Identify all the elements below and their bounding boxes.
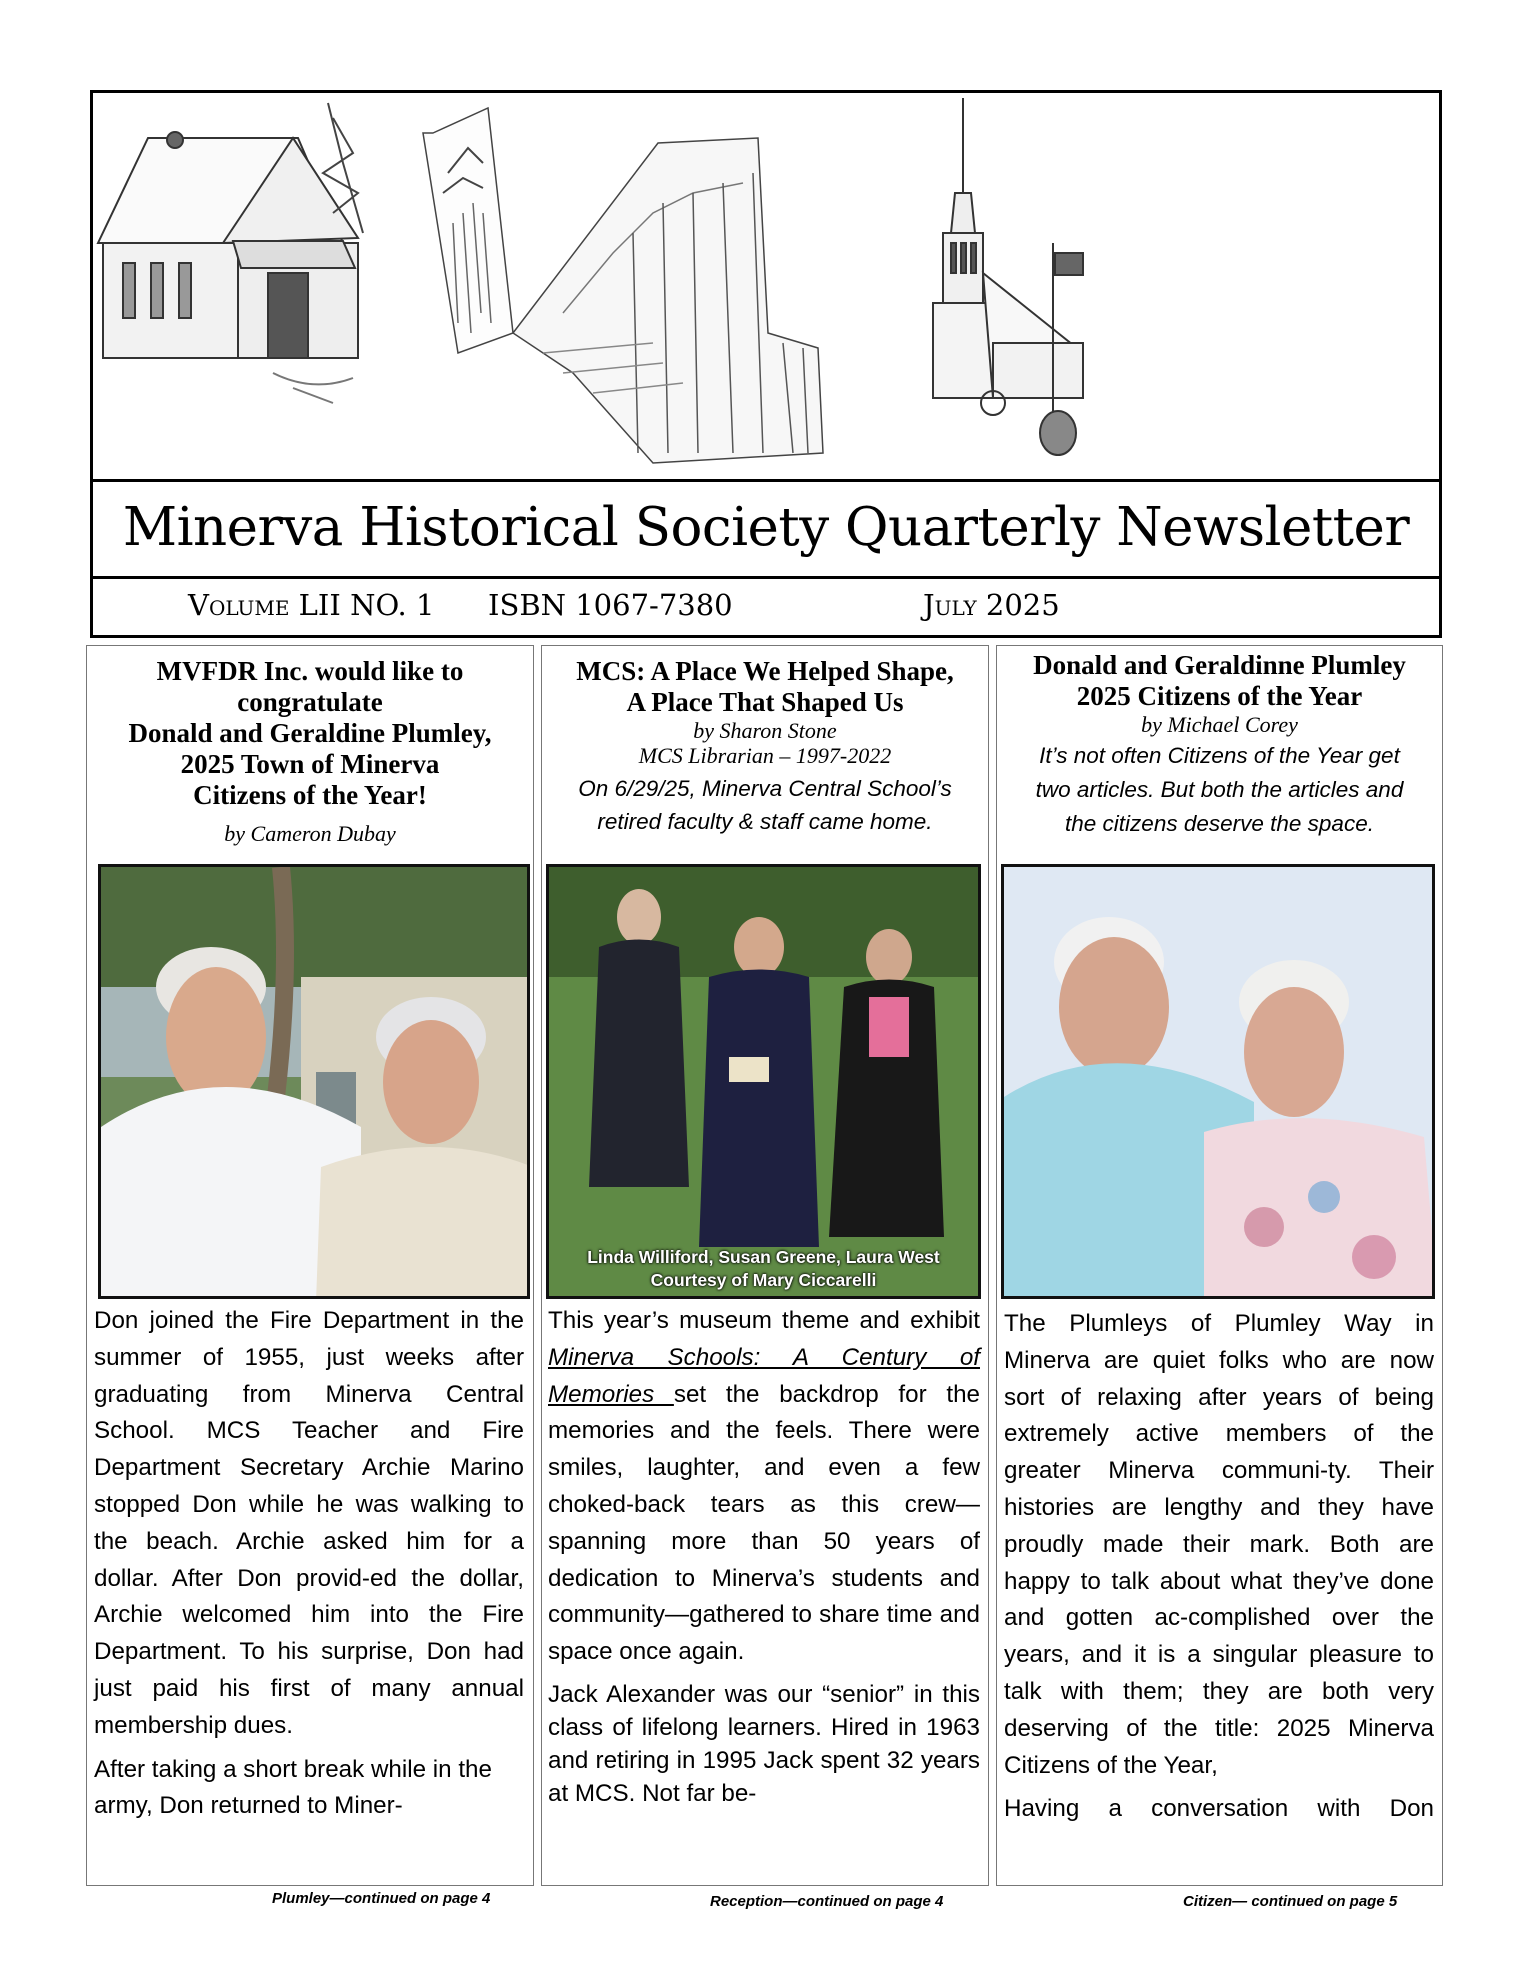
headline-line: A Place That Shaped Us [626, 687, 904, 717]
headline-line: MVFDR Inc. would like to [156, 656, 464, 686]
headline-line: MCS: A Place We Helped Shape, [576, 656, 954, 686]
article-lede [542, 772, 988, 838]
article-byline: by Michael Corey [1141, 712, 1298, 737]
continued-note: Citizen— continued on page 5 [1183, 1893, 1398, 1910]
headline-line: 2025 Town of Minerva [180, 749, 440, 779]
article-byline: by Cameron Dubay [224, 821, 396, 846]
paragraph: Jack Alexander was our “senior” in this class of lifelong learners. Hired in 1963 and retiring in 1995 Jack spent 32 years at MCS. Not far be- [548, 1680, 980, 1807]
masthead-title-box [90, 479, 1442, 579]
banner-sketches [93, 93, 1439, 479]
landscape-map-sketch [423, 108, 823, 463]
lede-line: retired faculty & staff came home. [597, 809, 933, 834]
plumley-outdoor-photo [98, 864, 530, 1299]
retired-staff-photo [546, 864, 981, 1299]
article-mcs-reunion [541, 645, 989, 1886]
lede-line: On 6/29/25, Minerva Central School’s [578, 776, 952, 801]
caption-credit: Courtesy of Mary Ciccarelli [650, 1270, 877, 1290]
paragraph-text: This year’s museum theme and exhibit [548, 1307, 980, 1334]
continued-note: Reception—continued on page 4 [710, 1893, 944, 1910]
church-sketch [933, 98, 1083, 455]
article-headline [542, 656, 988, 718]
lede-line: two articles. But both the articles and [1035, 777, 1404, 802]
article-headline [997, 650, 1442, 712]
paragraph [548, 1303, 980, 1671]
issue-info-bar [90, 579, 1442, 638]
article-lede [997, 739, 1442, 841]
plumley-indoor-photo [1001, 864, 1435, 1299]
paragraph: The Plumleys of Plumley Way in Minerva are quiet folks who are now sort of relaxing after years of being extremely active members of the greater Minerva communi-ty. Their histories are lengthy and they have proudly made their mark. Both are happy to talk about what they’ve done and gotten ac-complished over the years, and it is a singular pleasure to talk with them; they are both very deserving of the title: 2025 Minerva Citizens of the Year, [1004, 1310, 1434, 1779]
volume-number: Volume LII NO. 1 [188, 588, 435, 622]
article-byline [542, 718, 988, 768]
continued-note: Plumley—continued on page 4 [272, 1890, 491, 1907]
newsletter-title: Minerva Historical Society Quarterly Newsletter [122, 497, 1410, 558]
paragraph-text: set the backdrop for the memories and the feels. There were smiles, laughter, and even a few choked-back tears as this crew—spanning more than 50 years of dedication to Minerva’s students and community—gathered to share time and space once again. [548, 1380, 980, 1666]
lede-line: the citizens deserve the space. [1065, 811, 1374, 836]
issue-date: July 2025 [923, 588, 1060, 622]
caption-names: Linda Williford, Susan Greene, Laura West [587, 1247, 940, 1267]
byline-role: MCS Librarian – 1997-2022 [638, 743, 892, 768]
headline-line: congratulate [237, 687, 383, 717]
byline-author: by Sharon Stone [693, 718, 837, 743]
paragraph: Having a conversation with Don [1004, 1795, 1434, 1823]
headline-line: Citizens of the Year! [193, 780, 427, 810]
headline-line: Donald and Geraldinne Plumley [1033, 650, 1406, 680]
article-body [94, 1303, 524, 1832]
paragraph: Don joined the Fire Department in the summer of 1955, just weeks after graduating from Minerva Central School. MCS Teacher and Fire Department Secretary Archie Marino stopped Don while he was walking to the beach. Archie asked him for a dollar. After Don provid-ed the dollar, Archie welcomed him into the Fire Department. To his surprise, Don had just paid his first of many annual membership dues. [94, 1307, 524, 1739]
schoolhouse-sketch [98, 103, 363, 403]
lede-line: It’s not often Citizens of the Year get [1039, 743, 1400, 768]
isbn: ISBN 1067-7380 [488, 588, 733, 622]
article-citizens-of-year [996, 645, 1443, 1886]
photo-caption [549, 1246, 978, 1292]
article-body [1004, 1306, 1434, 1835]
article-fire-department [86, 645, 534, 1886]
article-body [548, 1303, 980, 1817]
exhibit-title: Minerva Schools: A Century of Memories [548, 1343, 980, 1408]
article-headline [87, 656, 533, 811]
headline-line: 2025 Citizens of the Year [1076, 681, 1363, 711]
masthead-banner [90, 90, 1442, 482]
paragraph: After taking a short break while in the army, Don returned to Miner- [94, 1755, 492, 1820]
headline-line: Donald and Geraldine Plumley, [128, 718, 492, 748]
